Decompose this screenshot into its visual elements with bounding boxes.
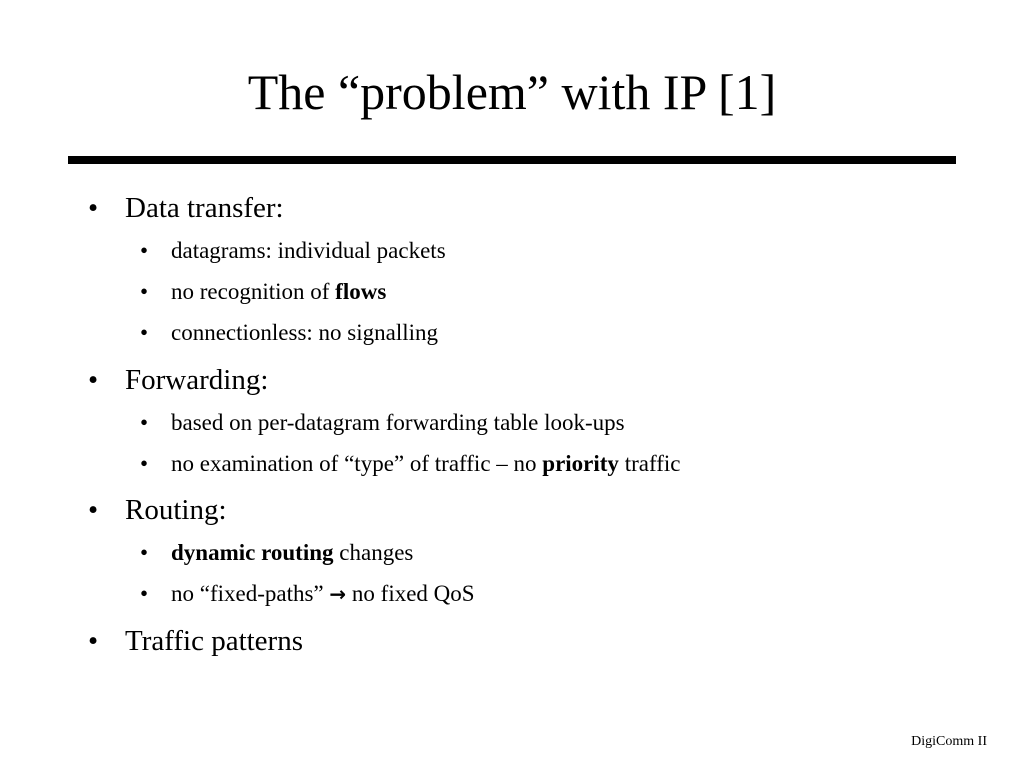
sub-bullet-text: no “fixed-paths” [171,581,330,606]
sub-bullet-glyph: • [140,279,149,304]
sub-bullet-text-tail: no fixed QoS [346,581,475,606]
sub-bullet-glyph: • [140,451,149,476]
sub-bullet-text-tail: changes [333,540,414,565]
bullet-glyph: • [88,625,99,657]
sub-bullet-text: connectionless: no signalling [171,320,439,345]
bullet-heading: Forwarding: [125,364,269,396]
sub-bullet-item [140,237,446,265]
bullet-glyph: • [88,494,99,526]
emphasis-priority: priority [542,451,619,476]
sub-bullet-item [140,278,386,306]
bullet-heading: Data transfer: [125,192,284,224]
sub-bullet-item [140,319,438,347]
sub-bullet-glyph: • [140,410,149,435]
right-arrow-icon: → [329,582,347,606]
bullet-glyph: • [88,364,99,396]
bullet-heading: Routing: [125,494,227,526]
sub-bullet-item [140,409,625,437]
bullet-item-forwarding [88,362,268,398]
sub-bullet-text: no recognition of [171,279,336,304]
sub-bullet-glyph: • [140,238,149,263]
sub-bullet-text: datagrams: individual packets [171,238,446,263]
sub-bullet-text-tail: traffic [618,451,681,476]
sub-bullet-item [140,580,475,608]
bullet-item-routing [88,492,227,528]
bullet-item-data-transfer [88,190,284,226]
slide-title: The “problem” with IP [1] [247,64,777,120]
bullet-item-traffic-patterns [88,623,303,659]
bullet-glyph: • [88,192,99,224]
sub-bullet-glyph: • [140,540,149,565]
sub-bullet-item [140,450,680,478]
sub-bullet-glyph: • [140,320,149,345]
slide-footer: DigiComm II [911,734,987,749]
sub-bullet-item [140,539,413,567]
emphasis-dynamic-routing: dynamic routing [171,540,334,565]
sub-bullet-text: no examination of “type” of traffic – no [171,451,543,476]
sub-bullet-text: based on per-datagram forwarding table look-ups [171,410,625,435]
emphasis-flows: flows [335,279,387,304]
bullet-heading: Traffic patterns [125,625,303,657]
sub-bullet-glyph: • [140,581,149,606]
